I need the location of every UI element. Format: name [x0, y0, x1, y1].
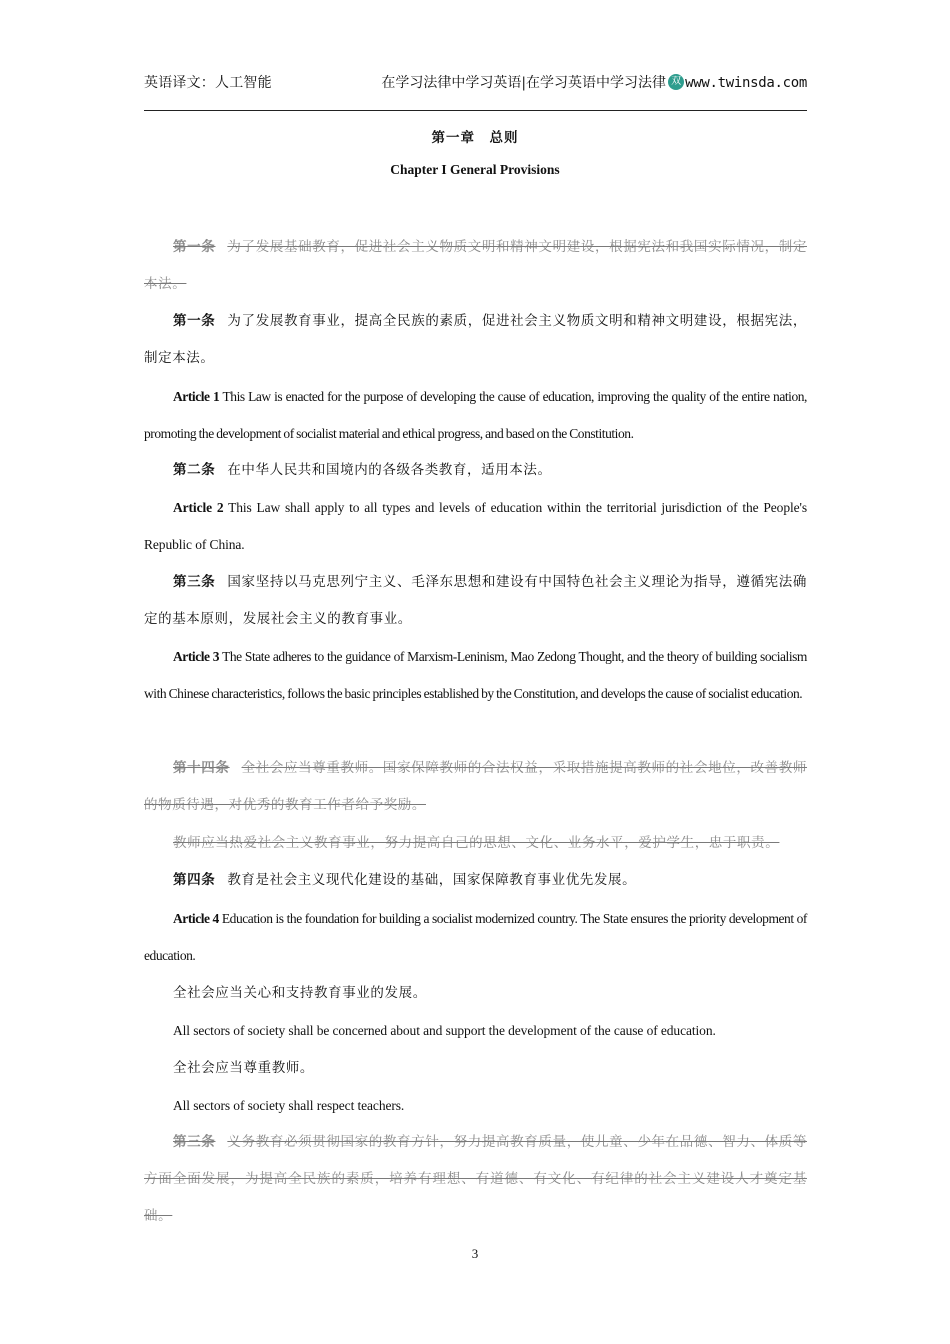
article-text: 全社会应当尊重教师。	[173, 1060, 314, 1076]
article-label: 第十四条	[173, 760, 230, 776]
article-text: 为了发展基础教育，促进社会主义物质文明和精神文明建设，根据宪法和我国实际情况，制定本法。	[144, 239, 807, 292]
paragraph-en	[144, 900, 807, 974]
header-title: 英语译文：人工智能	[144, 75, 272, 91]
paragraph-cn	[144, 862, 807, 899]
article-text: 为了发展教育事业，提高全民族的素质，促进社会主义物质文明和精神文明建设，根据宪法，制定本法。	[144, 313, 807, 366]
paragraph-en	[144, 638, 807, 712]
article-label: 第一条	[173, 239, 216, 255]
paragraph-en	[144, 1012, 807, 1049]
article-text: The State adheres to the guidance of Marxism-Leninism, Mao Zedong Thought, and the theory of building socialism with Chinese characteristics, follows the basic principles established by the Constitution, and develops the cause of socialist education.	[144, 649, 807, 701]
header-site-link[interactable]: www.twinsda.com	[685, 75, 807, 91]
article-label: Article 3	[173, 649, 220, 664]
article-text: Education is the foundation for building a socialist modernized country. The State ensures the priority development of education.	[144, 911, 807, 963]
paragraph-en	[144, 378, 807, 452]
page-number: 3	[471, 1246, 479, 1261]
paragraph-cn	[144, 975, 807, 1012]
paragraph-en	[144, 1087, 807, 1124]
article-label: 第一条	[173, 313, 216, 329]
paragraph-struck	[144, 229, 807, 303]
chapter-title-cn: 第一章 总则	[431, 130, 519, 146]
paragraph-struck	[144, 825, 807, 862]
article-label: 第二条	[173, 462, 216, 478]
article-label: Article 4	[173, 911, 219, 926]
chapter-title-en: Chapter I General Provisions	[390, 162, 560, 177]
article-text: 国家坚持以马克思列宁主义、毛泽东思想和建设有中国特色社会主义理论为指导，遵循宪法确定的基本原则，发展社会主义的教育事业。	[144, 574, 807, 627]
twinsda-logo-icon: 双	[668, 74, 684, 90]
paragraph-en	[144, 489, 807, 563]
article-text: This Law is enacted for the purpose of developing the cause of education, improving the quality of the entire nation, promoting the development of socialist material and ethical progress, and based on the Constitution.	[144, 389, 807, 441]
article-text: This Law shall apply to all types and levels of education within the territorial jurisdiction of the People's Republic of China.	[144, 500, 808, 552]
article-label: 第三条	[173, 574, 216, 590]
paragraph-cn	[144, 564, 807, 638]
article-text: 义务教育必须贯彻国家的教育方针，努力提高教育质量，使儿童、少年在品德、智力、体质等方面全面发展，为提高全民族的素质，培养有理想、有道德、有文化、有纪律的社会主义建设人才奠定基础。	[144, 1134, 807, 1224]
article-label: Article 1	[173, 389, 220, 404]
article-text: 教师应当热爱社会主义教育事业，努力提高自己的思想、文化、业务水平，爱护学生，忠于职责。	[173, 835, 780, 851]
article-text: All sectors of society shall be concerned about and support the development of the cause of education.	[173, 1023, 716, 1038]
article-text: 全社会应当关心和支持教育事业的发展。	[173, 985, 427, 1001]
page-header	[144, 72, 807, 94]
paragraph-cn	[144, 452, 807, 489]
article-label: Article 2	[173, 500, 224, 515]
article-text: 教育是社会主义现代化建设的基础，国家保障教育事业优先发展。	[227, 872, 637, 888]
header-slogan	[381, 72, 807, 92]
article-label: 第三条	[173, 1134, 216, 1150]
paragraph-struck	[144, 1124, 807, 1235]
header-divider	[144, 110, 807, 111]
article-text: All sectors of society shall respect teachers.	[173, 1098, 405, 1113]
article-text: 全社会应当尊重教师。国家保障教师的合法权益，采取措施提高教师的社会地位，改善教师的物质待遇，对优秀的教育工作者给予奖励。	[144, 760, 808, 813]
article-text: 在中华人民共和国境内的各级各类教育，适用本法。	[227, 462, 552, 478]
article-label: 第四条	[173, 872, 216, 888]
paragraph-cn	[144, 303, 807, 377]
header-slogan-text: 在学习法律中学习英语|在学习英语中学习法律	[381, 75, 667, 91]
paragraph-struck	[144, 750, 807, 824]
paragraph-cn	[144, 1050, 807, 1087]
